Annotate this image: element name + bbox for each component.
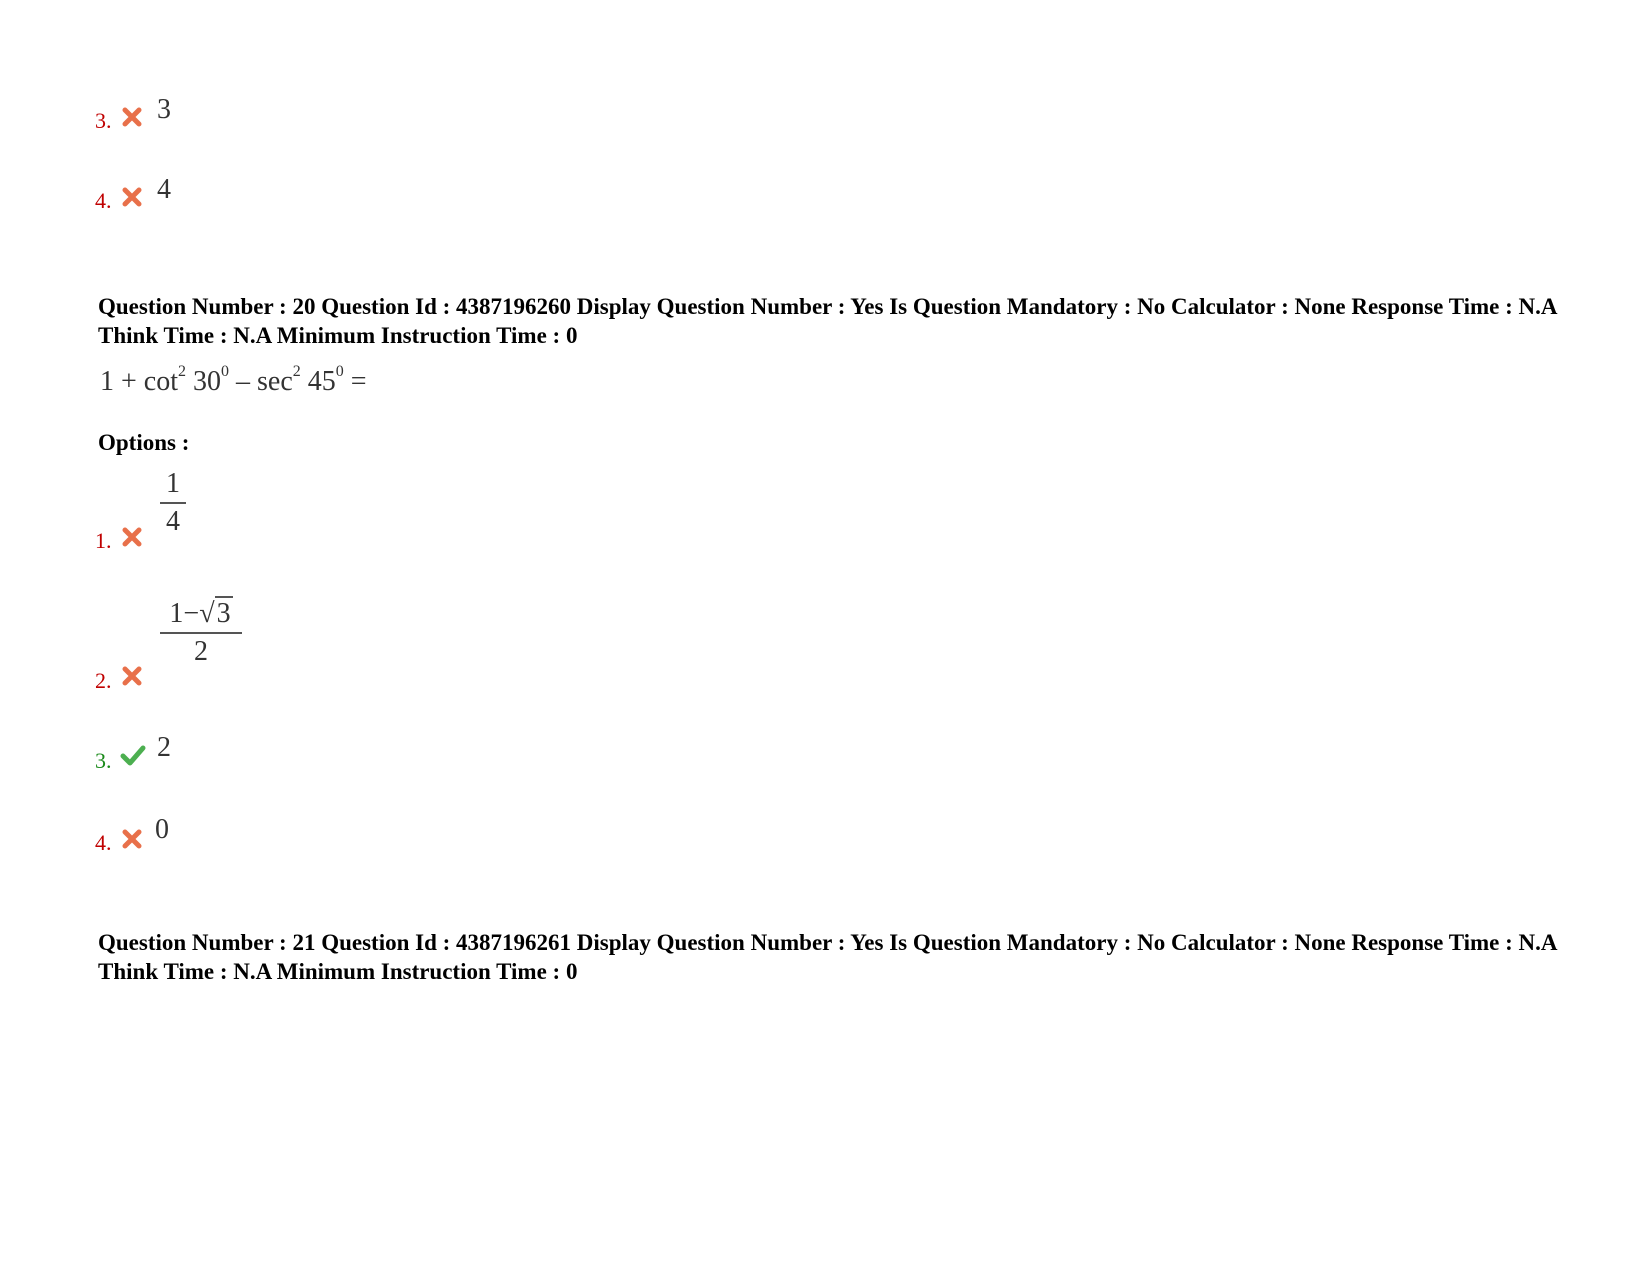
option-number: 4. bbox=[95, 188, 112, 213]
cross-icon bbox=[121, 665, 143, 687]
cross-icon bbox=[121, 526, 143, 548]
option-number: 4. bbox=[95, 830, 112, 855]
question-meta-20: Question Number : 20 Question Id : 4387196260 Display Question Number : Yes Is Question Mandatory : No Calculator : None Response Time : N.A Think Time : N.A Minimum Instruction Time : 0 bbox=[98, 294, 1557, 348]
option-number: 1. bbox=[95, 528, 112, 553]
option-fraction: 1 4 bbox=[160, 468, 186, 538]
option-value: 3 bbox=[157, 94, 171, 125]
check-icon bbox=[120, 744, 146, 766]
option-value: 4 bbox=[157, 174, 171, 205]
option-fraction: 1−√3 2 bbox=[160, 598, 242, 668]
cross-icon bbox=[121, 828, 143, 850]
option-number: 3. bbox=[95, 748, 112, 773]
options-label: Options : bbox=[98, 430, 190, 455]
question-expression: $1 + \cot^2 30^0 - \sec^2 45^0$ = bbox=[100, 362, 367, 397]
cross-icon bbox=[121, 106, 143, 128]
option-value: 2 bbox=[157, 732, 171, 763]
option-number: 3. bbox=[95, 108, 112, 133]
cross-icon bbox=[121, 186, 143, 208]
option-value: 0 bbox=[155, 814, 169, 845]
question-meta-21: Question Number : 21 Question Id : 4387196261 Display Question Number : Yes Is Question Mandatory : No Calculator : None Response Time : N.A Think Time : N.A Minimum Instruction Time : 0 bbox=[98, 930, 1557, 984]
option-number: 2. bbox=[95, 668, 112, 693]
